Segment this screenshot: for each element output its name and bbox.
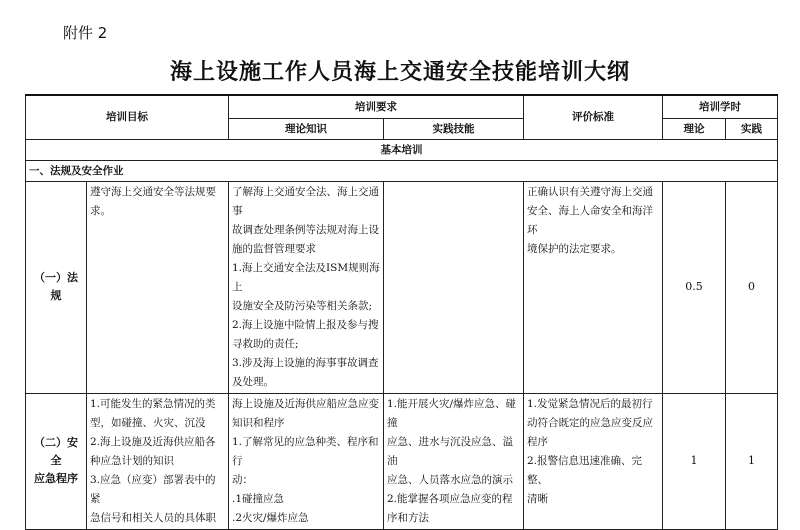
row-goal xyxy=(26,393,87,529)
text-line: 安全、海上人命安全和海洋环 xyxy=(527,204,653,236)
section-heading: 一、法规及安全作业 xyxy=(26,160,778,181)
text-line: 正确认识有关遵守海上交通 xyxy=(527,185,653,198)
text-line: 1.发觉紧急情况后的最初行 xyxy=(527,397,653,410)
text-line: 1.能开展火灾/爆炸应急、碰撞 xyxy=(387,397,517,429)
row-hours-theory: 0.5 xyxy=(663,181,726,393)
text-line: 2.报警信息迅速准确、完整、 xyxy=(527,454,643,486)
row-practical-skills xyxy=(384,393,524,529)
row-hours-practice: 1 xyxy=(726,393,778,529)
text-line: 了解海上交通安全法、海上交通事 xyxy=(232,185,379,217)
text-line: 遵守海上交通安全等法规要 xyxy=(90,185,216,198)
header-evaluation-criteria: 评价标准 xyxy=(524,95,663,139)
text-line: 及处理。 xyxy=(232,375,274,388)
text-line: 海上设施及近海供应船应急应变 xyxy=(232,397,379,410)
text-line: 1.海上交通安全法及ISM规则海上 xyxy=(232,261,380,293)
text-line: 1.了解常见的应急种类、程序和行 xyxy=(232,435,379,467)
row-hours-practice: 0 xyxy=(726,181,778,393)
header-training-hours: 培训学时 xyxy=(663,95,778,118)
text-line: 求。 xyxy=(90,204,111,217)
text-line: .2火灾/爆炸应急 xyxy=(232,511,309,524)
text-line: 设施安全及防污染等相关条款; xyxy=(232,299,373,312)
text-line: 2.海上设施及近海供应船各 xyxy=(90,435,216,448)
text-line: .1碰撞应急 xyxy=(232,492,285,505)
table-row xyxy=(26,181,778,393)
header-hours-theory: 理论 xyxy=(663,118,726,139)
row-practical-skills xyxy=(384,181,524,393)
row-theory-knowledge xyxy=(229,393,384,529)
text-line: 动： xyxy=(232,473,253,486)
header-hours-practice: 实践 xyxy=(726,118,778,139)
row-evaluation-criteria xyxy=(524,393,663,529)
text-line: 3.涉及海上设施的海事事故调查 xyxy=(232,356,379,369)
row-requirements xyxy=(87,393,229,529)
text-line: 序和方法 xyxy=(387,511,429,524)
text-line: 知识和程序 xyxy=(232,416,285,429)
training-outline-table xyxy=(25,94,778,530)
text-line: 3.应急（应变）部署表中的紧 xyxy=(90,473,216,505)
row-theory-knowledge xyxy=(229,181,384,393)
row-hours-theory: 1 xyxy=(663,393,726,529)
row-goal: （一）法规 xyxy=(26,181,87,393)
text-line: 应急、人员落水应急的演示 xyxy=(387,473,513,486)
table-row xyxy=(26,393,778,529)
text-line: 清晰 xyxy=(527,492,548,505)
text-line: 寻救助的责任; xyxy=(232,337,299,350)
basic-training-row: 基本培训 xyxy=(26,139,778,160)
text-line: 应急、进水与沉没应急、溢油 xyxy=(387,435,513,467)
header-training-requirements: 培训要求 xyxy=(229,95,524,118)
goal-line: （二）安全 xyxy=(34,436,78,467)
text-line: 程序 xyxy=(527,435,548,448)
text-line: 动符合既定的应急应变反应 xyxy=(527,416,653,429)
text-line: 1.可能发生的紧急情况的类 xyxy=(90,397,216,410)
header-practical-skills: 实践技能 xyxy=(384,118,524,139)
text-line: 施的监督管理要求 xyxy=(232,242,316,255)
text-line: 2.能掌握各项应急应变的程 xyxy=(387,492,513,505)
row-requirements xyxy=(87,181,229,393)
attachment-label: 附件 2 xyxy=(63,24,108,42)
text-line: 型，如碰撞、火灾、沉没 xyxy=(90,416,206,429)
goal-line: 应急程序 xyxy=(34,472,78,485)
header-training-goal: 培训目标 xyxy=(26,95,229,139)
document-title: 海上设施工作人员海上交通安全技能培训大纲 xyxy=(169,60,630,85)
text-line: 2.海上设施中险情上报及参与搜 xyxy=(232,318,379,331)
row-evaluation-criteria xyxy=(524,181,663,393)
header-theory-knowledge: 理论知识 xyxy=(229,118,384,139)
text-line: 境保护的法定要求。 xyxy=(527,242,622,255)
text-line: 急信号和相关人员的具体职 xyxy=(90,511,216,524)
text-line: 故调查处理条例等法规对海上设 xyxy=(232,223,379,236)
text-line: 种应急计划的知识 xyxy=(90,454,174,467)
